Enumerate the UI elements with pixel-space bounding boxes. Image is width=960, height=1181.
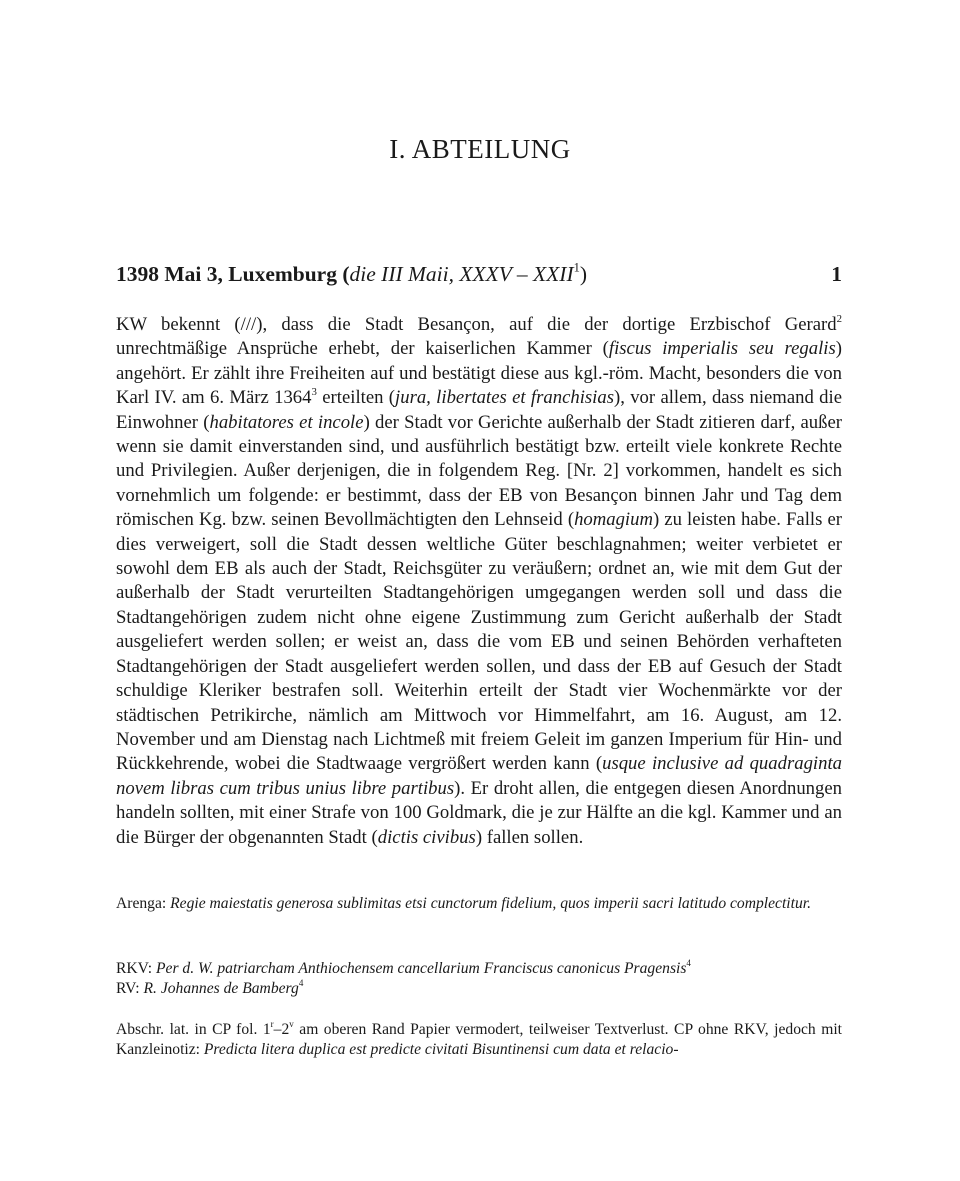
- entry-date-latin: die III Maii, XXXV – XXII: [349, 262, 574, 286]
- rv-text: R. Johannes de Bamberg: [143, 980, 299, 997]
- body-text-run: ) der Stadt vor Gerichte außerhalb der Stadt zitieren darf, außer wenn sie damit einverstanden sind, und ausführlich bestätigt bzw. erteilt viele konkrete Rechte und Privilegien. Außer derjenigen, die in folgendem Reg. [Nr. 2] vorkommen, handelt es sich vornehmlich um folgende: er bestimmt, dass der EB von Besançon binnen Jahr und Tag dem römischen Kg. bzw. seinen Bevollmächtigten den Lehnseid (: [116, 411, 842, 531]
- body-text-run: erteilten (: [316, 387, 396, 409]
- latin-term: homagium: [574, 509, 653, 531]
- latin-term: jura, libertates et franchisias: [395, 387, 614, 409]
- rv-label: RV:: [116, 980, 144, 997]
- section-title: I. ABTEILUNG: [389, 134, 571, 164]
- arenga-label: Arenga:: [116, 895, 171, 912]
- arenga-text: Regie maiestatis generosa sublimitas etsi cunctorum fidelium, quos imperii sacri latitudo complectitur.: [170, 895, 811, 912]
- body-text-run: ) fallen sollen.: [475, 826, 584, 848]
- folio-recto-mark: r: [270, 1019, 274, 1030]
- footnote-ref-2: 2: [836, 312, 842, 325]
- kanzleinotiz-text: Predicta litera duplica est predicte civitati Bisuntinensi cum data et relacio-: [203, 1041, 679, 1058]
- latin-term: usque inclusive ad quadraginta novem libras cum tribus unius libre partibus: [116, 753, 842, 799]
- footnote-ref-1: 1: [573, 260, 580, 275]
- rv-note: [116, 979, 842, 999]
- latin-term: dictis civibus: [377, 826, 476, 848]
- latin-term: habitatores et incole: [209, 411, 364, 433]
- abschrift-text: am oberen Rand Papier vermodert, teilweiser Textverlust. CP ohne RKV, jedoch mit Kanzleinotiz:: [116, 1021, 842, 1058]
- body-text-run: ), vor allem, dass niemand die Einwohner (: [116, 387, 842, 433]
- rkv-text: Per d. W. patriarcham Anthiochensem cancellarium Franciscus canonicus Pragensis: [156, 960, 687, 977]
- entry-number: 1: [831, 262, 842, 286]
- footnote-ref-4: 4: [686, 958, 691, 969]
- body-text-run: KW bekennt (///), dass die Stadt Besançon, auf die der dortige Erzbischof Gerard: [116, 314, 837, 335]
- entry-heading: [116, 259, 842, 289]
- footnote-ref-4: 4: [298, 978, 304, 989]
- body-text-run: ) angehört. Er zählt ihre Freiheiten auf und bestätigt diese aus kgl.-röm. Macht, besonders die von Karl IV. am 6. März 1364: [116, 338, 842, 409]
- arenga-note: [116, 894, 842, 914]
- abschrift-text: –2: [273, 1021, 290, 1038]
- body-text-run: ) zu leisten habe. Falls er dies verweigert, soll die Stadt dessen weltliche Güter beschlagnahmen; weiter verbietet er sowohl dem EB als auch der Stadt, Reichsgüter zu veräußern; ordnet an, wie mit dem Gut der außerhalb der Stadt verurteilten Stadtangehörigen umgegangen werden soll und dass die Stadtangehörigen zudem nicht ohne eigene Zustimmung zum Gericht außerhalb der Stadt ausgeliefert werden sollen; er weist an, dass die vom EB und seinen Behörden verhafteten Stadtangehörigen der Stadt ausgeliefert werden sollen, und dass der EB auf Gesuch der Stadt schuldige Kleriker bestrafen soll. Weiterhin erteilt der Stadt vier Wochenmärkte vor der städtischen Petrikirche, nämlich am Mittwoch vor Himmelfahrt, am 16. August, am 12. November und am Dienstag nach Lichtmeß mit freiem Geleit im ganzen Imperium für Hin- und Rückkehrende, wobei die Stadtwaage vergrößert werden kann (: [116, 509, 842, 775]
- latin-term: fiscus imperialis seu regalis: [608, 338, 836, 360]
- body-text-run: unrechtmäßige Ansprüche erhebt, der kaiserlichen Kammer (: [116, 338, 609, 360]
- abschrift-note: [116, 1020, 842, 1060]
- folio-verso-mark: v: [289, 1019, 294, 1030]
- rkv-note: [116, 959, 842, 979]
- footnote-ref-3: 3: [311, 386, 317, 399]
- abschrift-text: Abschr. lat. in CP fol. 1: [116, 1021, 271, 1038]
- rkv-label: RKV:: [116, 960, 156, 977]
- body-text-run: ). Er droht allen, die entgegen diesen Anordnungen handeln sollten, mit einer Strafe von 100 Goldmark, die je zur Hälfte an die kgl. Kammer und an die Bürger der obgenannten Stadt (: [116, 777, 842, 848]
- entry-paren-close: ): [579, 262, 588, 286]
- entry-paren-open: (: [336, 262, 350, 286]
- regest-body: [116, 313, 842, 850]
- entry-date-place: 1398 Mai 3, Luxemburg: [116, 262, 337, 286]
